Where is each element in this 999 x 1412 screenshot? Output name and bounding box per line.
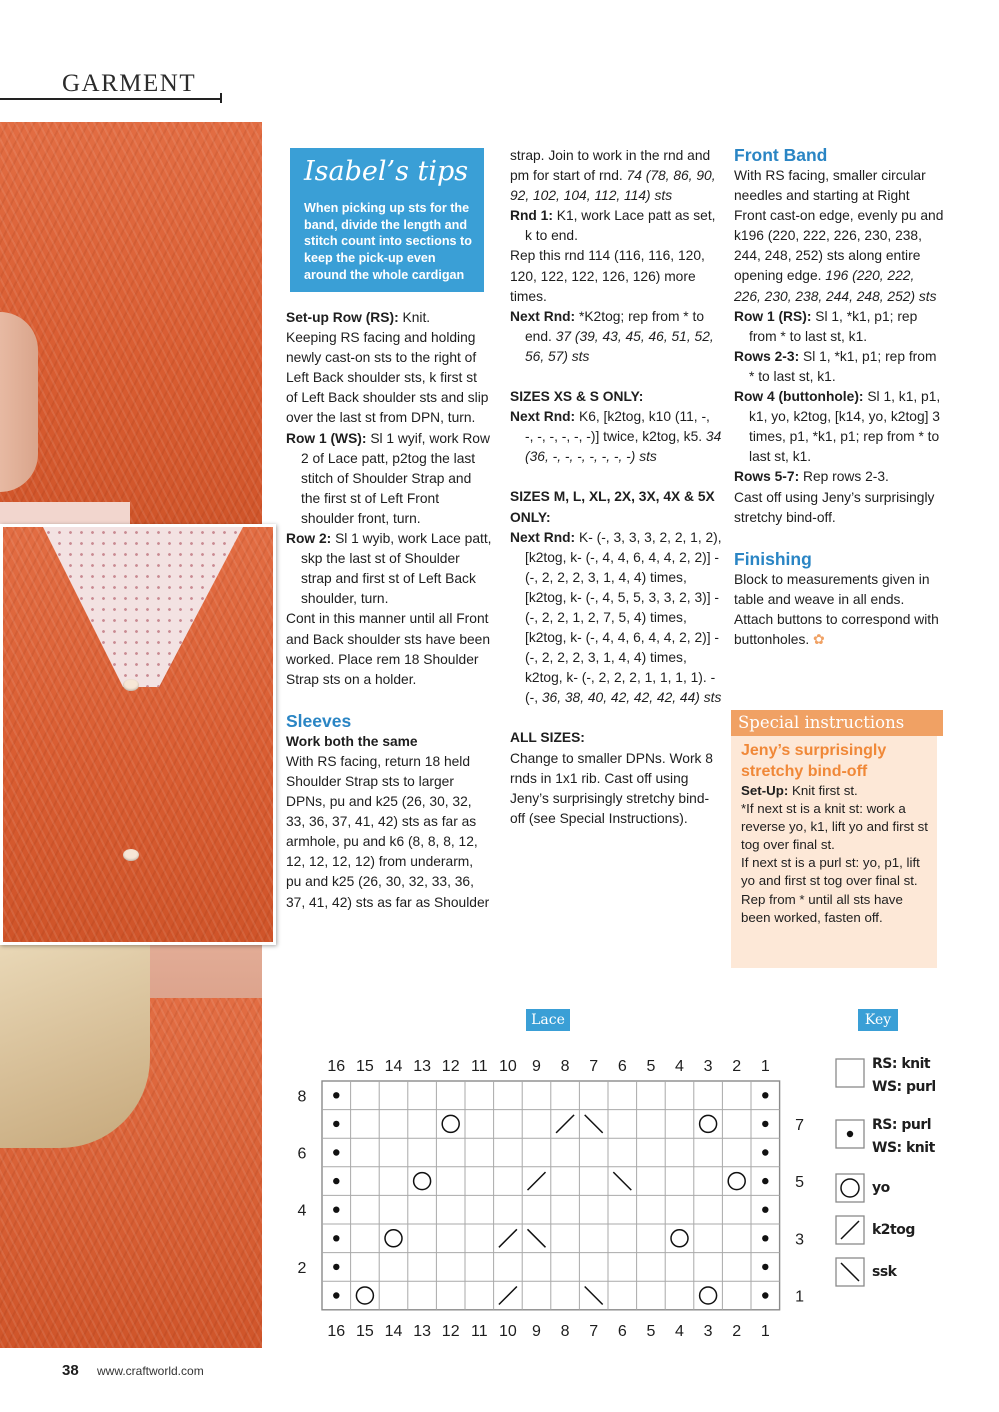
band-row1-text: Sl 1, *k1, p1; rep from * to last st, k1. [749, 308, 918, 344]
key-k2tog-icon [835, 1215, 865, 1245]
key-label-line2: WS: knit [872, 1140, 935, 1156]
chart-column-label: 8 [560, 1322, 570, 1340]
special-instructions-subhead: Jeny’s surprisingly stretchy bind-off [741, 742, 887, 780]
chart-column-label: 2 [732, 1322, 742, 1340]
chart-column-label: 5 [646, 1322, 656, 1340]
sleeves-text: With RS facing, return 18 held Shoulder Strap sts to larger DPNs, pu and k25 (26, 30, 32, 33, 36, 37, 41, 42) sts as far as armhole, pu and k6 (8, 8, 8, 12, 12, 12, 12, 12) from underarm, pu and k25 (26, 30, 32, 33, 36, 37, 41, 42) sts as far as Shoulder [286, 753, 490, 910]
final-text: Change to smaller DPNs. Work 8 rnds in 1x1 rib. Cast off using Jeny’s surprisingly stretchy bind-off (see Special Instructions). [510, 750, 713, 826]
chart-column-label: 8 [560, 1058, 570, 1075]
purl-dot-icon [333, 1149, 339, 1155]
chart-row-label-left: 4 [297, 1202, 307, 1220]
chart-column-label: 12 [441, 1322, 460, 1340]
row1-text: Sl 1 wyif, work Row 2 of Lace patt, p2tog the last stitch of Shoulder Strap and the first st of Left Front shoulder front, turn. [301, 430, 490, 526]
column-2 [510, 146, 722, 829]
row2-text: Sl 1 wyib, work Lace patt, skp the last st of Shoulder strap and first st of Left Back shoulder, turn. [301, 531, 492, 607]
purl-dot-icon [762, 1092, 768, 1098]
chart-column-label: 7 [589, 1322, 599, 1340]
special-line-3: Rep from * until all sts have been worked, fasten off. [741, 891, 903, 925]
band-row4-text: Sl 1, k1, p1, k1, yo, k2tog, [k14, yo, k2tog] 3 times, p1, *k1, p1; rep from * to last st, k1. [749, 389, 941, 465]
key-ssk-icon [835, 1257, 865, 1287]
header-rule-tick [220, 93, 222, 103]
photo-cardigan-shoulder [0, 938, 262, 1348]
strap-text [510, 146, 722, 206]
front-band-text [734, 166, 944, 307]
key-yo-icon [835, 1173, 865, 1203]
band-rows23-lead: Rows 2-3: [734, 348, 800, 364]
key-label-line1: k2tog [872, 1222, 915, 1238]
special-line-2: If next st is a purl st: yo, p1, lift yo and first st tog over final st. [741, 855, 920, 889]
chart-row-label-right: 5 [795, 1174, 805, 1192]
key-label-line1: yo [872, 1180, 890, 1196]
chart-column-label: 1 [760, 1322, 770, 1340]
finishing-text [734, 570, 944, 650]
continue-text: Cont in this manner until all Front and Back shoulder sts have been worked. Place rem 18 Shoulder Strap sts on a holder. [286, 611, 491, 687]
chart-column-label: 13 [413, 1322, 431, 1340]
purl-dot-icon [333, 1292, 339, 1298]
chart-column-label: 14 [384, 1058, 403, 1075]
finishing-heading: Finishing [734, 548, 812, 569]
chart-column-label: 11 [470, 1322, 488, 1340]
setup-row [286, 308, 492, 328]
chart-column-label: 15 [356, 1322, 374, 1340]
next-rnd-1-count: 37 (39, 43, 45, 46, 51, 52, 56, 57) sts [525, 328, 714, 364]
purl-dot-icon [762, 1264, 768, 1270]
sleeves-heading: Sleeves [286, 710, 352, 731]
chart-column-label: 10 [499, 1058, 517, 1075]
chart-column-label: 14 [384, 1322, 403, 1340]
lace-chart-label: Lace [526, 1009, 570, 1031]
band-rows57-lead: Rows 5-7: [734, 469, 800, 485]
purl-dot-icon [333, 1178, 339, 1184]
chart-column-label: 5 [646, 1058, 656, 1075]
next-rnd-1-lead: Next Rnd: [510, 308, 576, 324]
purl-dot-icon [762, 1121, 768, 1127]
band-rows57-text: Rep rows 2-3. [799, 469, 889, 485]
key-label-line1: RS: knit [872, 1056, 931, 1072]
tips-title: Isabel’s tips [304, 156, 469, 187]
chart-column-label: 4 [675, 1058, 684, 1075]
purl-dot-icon [762, 1207, 768, 1213]
row1-lead: Row 1 (WS): [286, 430, 367, 446]
band-row1-lead: Row 1 (RS): [734, 308, 812, 324]
row1-instruction [286, 429, 492, 529]
band-rows23-text: Sl 1, *k1, p1; rep from * to last st, k1. [749, 348, 937, 384]
site-url: www.craftworld.com [97, 1364, 204, 1378]
chart-row-label-right: 1 [795, 1288, 805, 1306]
all-sizes-heading: ALL SIZES: [510, 730, 585, 746]
rnd1-text: K1, work Lace patt as set, k to end. [525, 208, 716, 244]
setup-row-lead: Set-up Row (RS): [286, 310, 399, 325]
next-rnd-3-lead: Next Rnd: [510, 529, 576, 545]
chart-row-label-left: 6 [297, 1145, 307, 1163]
setup-row-text: Knit. [398, 310, 431, 325]
next-rnd-1-text: *K2tog; rep from * to end. [525, 308, 704, 344]
purl-dot-icon [762, 1292, 768, 1298]
band-row4-lead: Row 4 (buttonhole): [734, 389, 864, 405]
chart-column-label: 2 [732, 1058, 742, 1075]
sizes-xs-heading: SIZES XS & S ONLY: [510, 389, 644, 405]
row2-instruction [286, 529, 492, 609]
key-knit-icon [835, 1058, 865, 1088]
section-label: GARMENT [62, 70, 197, 97]
chart-row-label-left: 2 [297, 1259, 307, 1277]
chart-column-label: 1 [760, 1058, 770, 1075]
purl-dot-icon [762, 1235, 768, 1241]
front-band-count: 196 (220, 222, 226, 230, 238, 244, 248, 252) sts [734, 268, 937, 304]
chart-column-label: 10 [499, 1322, 517, 1340]
next-rnd-2-count: 34 (36, -, -, -, -, -, -, -) sts [525, 429, 722, 465]
key-purl-icon [835, 1119, 865, 1149]
photo-polka-dot-top [43, 527, 243, 687]
finishing-plain: Block to measurements given in table and weave in all ends. Attach buttons to correspond with buttonholes. [734, 571, 939, 647]
band-row1 [734, 307, 944, 347]
purl-dot-icon [333, 1121, 339, 1127]
chart-column-label: 6 [617, 1058, 627, 1075]
keeping-text: Keeping RS facing and holding newly cast-on sts to the right of Left Back shoulder sts, k first st of Left Back shoulder sts and slip over the last st from DPN, turn. [286, 330, 489, 426]
front-band-plain: With RS facing, smaller circular needles and starting at Right Front cast-on edge, evenly pu and k196 (220, 222, 226, 230, 238, 244, 248, 252) sts along entire opening edge. [734, 168, 944, 284]
next-rnd-2-text: K6, [k2tog, k10 (11, -, -, -, -, -, -, -)] twice, k2tog, k5. [525, 409, 710, 445]
chart-row-label-right: 7 [795, 1116, 805, 1134]
key-label-line2: WS: purl [872, 1079, 936, 1095]
chart-column-label: 16 [327, 1322, 346, 1340]
chart-row-label-right: 3 [795, 1231, 805, 1249]
chart-column-label: 9 [532, 1322, 541, 1340]
key-label-line1: ssk [872, 1264, 897, 1280]
end-flower-icon: ✿ [813, 631, 825, 647]
lace-chart [290, 1045, 810, 1345]
band-rows57 [734, 467, 944, 487]
band-row4 [734, 387, 944, 467]
chart-column-label: 9 [532, 1058, 541, 1075]
band-castoff: Cast off using Jeny’s surprisingly stretchy bind-off. [734, 489, 935, 525]
next-rnd-3-text: K- (-, 3, 3, 3, 2, 2, 1, 2), [k2tog, k- (-, 4, 4, 6, 4, 4, 2, 2)] - (-, 2, 2, 2, 3, 1, 4, 4) times, [k2tog, k- (-, 4, 5, 5, 3, 3, 2, 3)] - (-, 2, 2, 1, 2, 7, 5, 4) times, [k2tog, k- (-, 4, 4, 6, 4, 4, 2, 2)] - (-, 2, 2, 2, 3, 1, 4, 4) times, k2tog, k- (-, 2, 2, 2, 1, 1, 1, 1). - (-, [525, 529, 722, 706]
chart-column-label: 13 [413, 1058, 431, 1075]
photo-hand [0, 312, 38, 492]
chart-column-label: 15 [356, 1058, 374, 1075]
tips-box [290, 148, 484, 292]
column-1 [286, 308, 492, 913]
chart-column-label: 11 [470, 1058, 488, 1075]
band-rows23 [734, 347, 944, 387]
tips-body: When picking up sts for the band, divide the length and stitch count into sections to keep the pick-up even around the whole cardigan [304, 201, 472, 282]
repeat-text: Rep this rnd 114 (116, 116, 120, 120, 122, 122, 126, 126) more times. [510, 248, 705, 304]
chart-column-label: 12 [441, 1058, 460, 1075]
next-rnd-1 [510, 307, 722, 367]
purl-dot-icon [762, 1149, 768, 1155]
key-label-line1: RS: purl [872, 1117, 932, 1133]
rnd1-instruction [510, 206, 722, 246]
special-instructions-box [731, 710, 937, 968]
header-rule [0, 98, 222, 100]
next-rnd-3-count: 36, 38, 40, 42, 42, 42, 44) sts [541, 690, 722, 706]
chart-column-label: 4 [675, 1322, 684, 1340]
photo-hair [0, 938, 150, 1148]
row2-lead: Row 2: [286, 531, 332, 547]
next-rnd-3 [510, 528, 722, 709]
page-number: 38 [62, 1362, 79, 1379]
special-line-1: *If next st is a knit st: work a reverse yo, k1, lift yo and first st tog over final st. [741, 801, 928, 853]
special-instructions-header: Special instructions [731, 710, 943, 736]
purl-dot-icon [333, 1264, 339, 1270]
purl-dot-icon [333, 1092, 339, 1098]
chart-column-label: 3 [703, 1058, 713, 1075]
photo-cardigan-sleeve [0, 122, 262, 542]
chart-row-label-left: 8 [297, 1088, 307, 1106]
chart-column-label: 7 [589, 1058, 599, 1075]
purl-dot-icon [333, 1207, 339, 1213]
special-setup-lead: Set-Up: [741, 783, 789, 798]
photo-button [123, 679, 139, 691]
strap-text-plain: strap. Join to work in the rnd and pm for start of rnd. [510, 148, 711, 184]
special-setup [741, 782, 933, 800]
front-band-heading: Front Band [734, 145, 828, 165]
chart-column-label: 6 [617, 1322, 627, 1340]
chart-column-label: 16 [327, 1058, 346, 1075]
purl-dot-icon [333, 1235, 339, 1241]
strap-stitch-count: 74 (78, 86, 90, 92, 102, 104, 112, 114) sts [510, 168, 716, 204]
photo-button [123, 849, 139, 861]
sizes-m-heading: SIZES M, L, XL, 2X, 3X, 4X & 5X ONLY: [510, 489, 715, 525]
key-label: Key [858, 1009, 898, 1031]
photo-cardigan-neckline [0, 524, 276, 945]
next-rnd-2-lead: Next Rnd: [510, 409, 576, 425]
column-3 [734, 144, 944, 650]
next-rnd-2 [510, 407, 722, 467]
special-setup-text: Knit first st. [788, 783, 858, 798]
rnd1-lead: Rnd 1: [510, 208, 553, 224]
chart-column-label: 3 [703, 1322, 713, 1340]
purl-dot-icon [762, 1178, 768, 1184]
special-instructions-text [741, 782, 933, 927]
sleeves-subheading: Work both the same [286, 733, 418, 749]
